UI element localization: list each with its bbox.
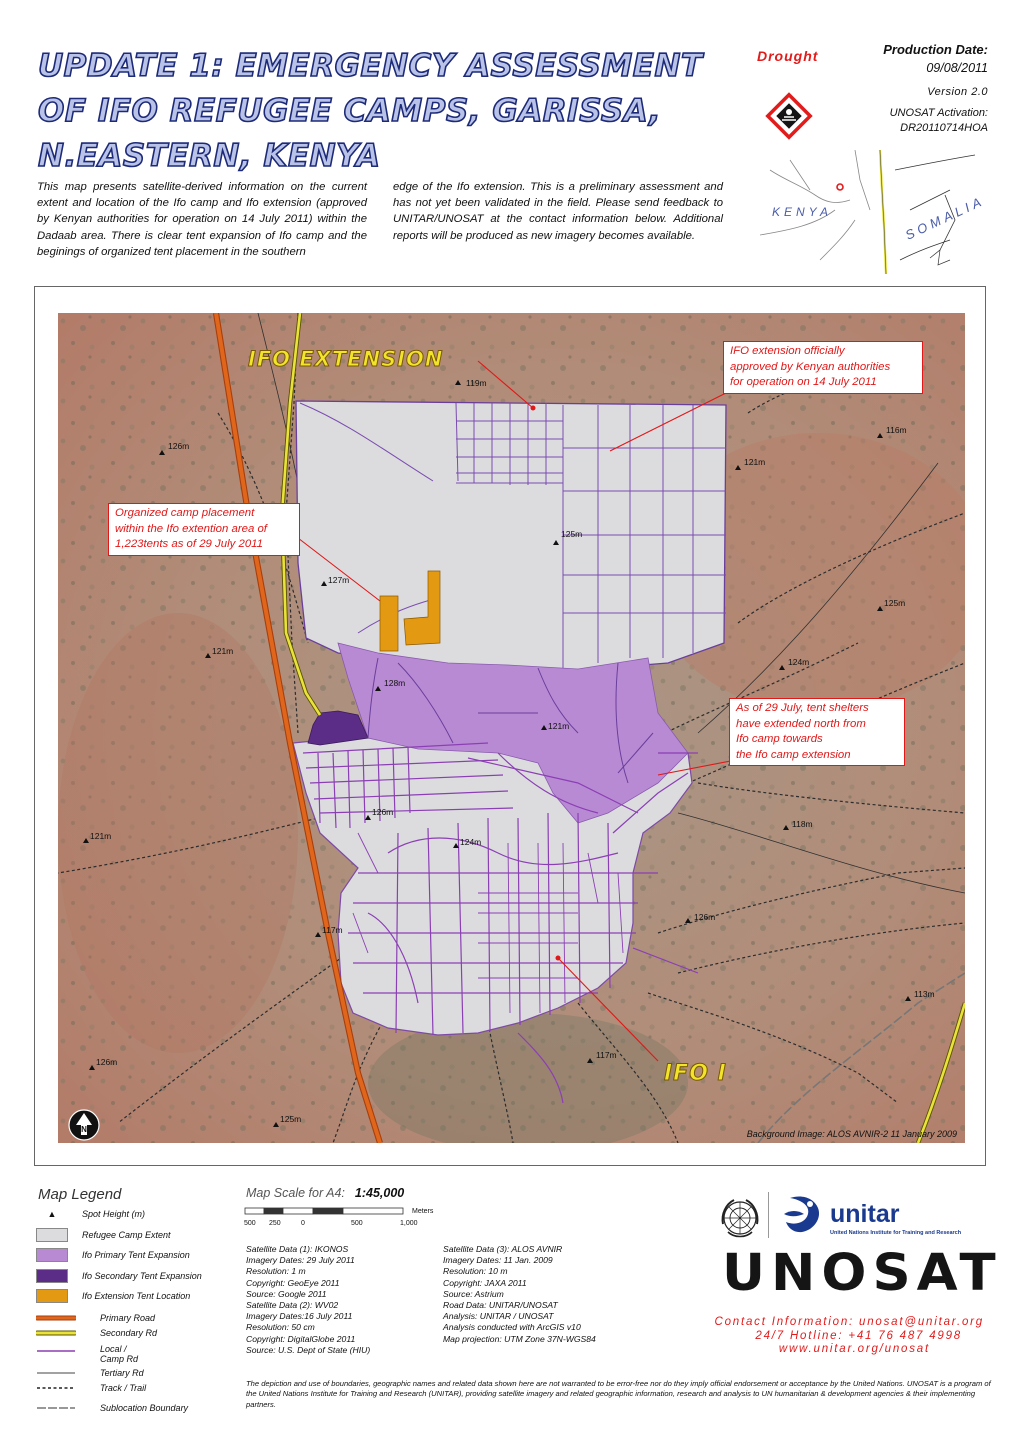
spot-height-label: 127m (328, 575, 350, 585)
ifo-extension-label: IFO EXTENSION (248, 347, 444, 371)
camp-extent-swatch (36, 1228, 68, 1242)
sublocation-boundary-symbol (36, 1403, 76, 1413)
production-date: 09/08/2011 (926, 61, 988, 75)
disclaimer: The depiction and use of boundaries, geographic names and related data shown here are not warranted to be error-free nor do they imply official endorsement or acceptance by the United Nations. UNOSAT is a program of the United Nations Institute for Training and Research (UNITAR), providing satellite imagery and related geographic information, research and analysis to UN humanitarian & development agencies & their implementing partners. (246, 1379, 991, 1409)
map-title (38, 44, 758, 179)
inset-label-somalia: SOMALIA (902, 192, 988, 243)
spot-height-label: 119m (466, 378, 487, 388)
spot-height-label: 126m (694, 912, 716, 922)
scale-unit: Meters (412, 1208, 434, 1215)
unitar-wordmark: unitar (830, 1200, 900, 1228)
title-line-1: UPDATE 1: EMERGENCY ASSESSMENT (38, 48, 703, 84)
spot-height-label: 128m (384, 678, 406, 688)
website-link[interactable]: www.unitar.org/unosat (778, 1343, 930, 1355)
primary-expansion-swatch (36, 1248, 68, 1262)
scale-bar (244, 1206, 444, 1236)
legend-item-secondary-expansion: Ifo Secondary Tent Expansion (36, 1269, 202, 1283)
callout-extension-approved: IFO extension officially approved by Kenyan authorities for operation on 14 July 2011 (723, 341, 923, 394)
map-scale-title: Map Scale for A4: 1:45,000 (246, 1186, 405, 1200)
spot-height-label: 125m (884, 598, 906, 608)
spot-height-label: 116m (886, 425, 907, 435)
spot-height-label: 117m (596, 1050, 617, 1060)
version-label: Version 2.0 (927, 86, 988, 98)
unitar-logo-icon (780, 1192, 826, 1241)
inset-label-kenya: KENYA (772, 205, 833, 219)
scale-tick: 250 (269, 1220, 281, 1227)
title-line-2: OF IFO REFUGEE CAMPS, GARISSA, (38, 93, 662, 129)
spot-height-label: 113m (914, 989, 935, 999)
legend-item-spot-height: ▲ Spot Height (m) (36, 1209, 145, 1219)
ifo-one-label: IFO I (664, 1061, 727, 1086)
spot-height-label: 124m (788, 657, 810, 667)
legend-item-tertiary-road: Tertiary Rd (36, 1368, 144, 1378)
svg-text:N: N (81, 1125, 87, 1134)
spot-height-label: 126m (168, 441, 190, 451)
spot-height-label: 124m (460, 837, 482, 847)
legend-item-primary-expansion: Ifo Primary Tent Expansion (36, 1248, 190, 1262)
title-line-3: N.EASTERN, KENYA (38, 138, 381, 174)
activation-label: UNOSAT Activation: (889, 107, 988, 119)
satellite-info-column-2: Satellite Data (3): ALOS AVNIR Imagery Dates: 11 Jan. 2009 Resolution: 10 m Copyright: JAXA 2011 Source: Astrium Road Data: UNITAR/UNOSAT Analysis: UNITAR / UNOSAT Analysis conducted with ArcGIS v10 Map projection: UTM Zone 37N-WGS84 (443, 1244, 596, 1344)
legend-item-sublocation-boundary: Sublocation Boundary (36, 1403, 188, 1413)
legend-item-primary-road: Primary Road (36, 1313, 155, 1323)
tent-location-swatch (36, 1289, 68, 1303)
inset-locator-map (760, 150, 990, 274)
legend-item-camp-extent: Refugee Camp Extent (36, 1228, 171, 1242)
spot-height-label: 121m (548, 721, 570, 731)
production-date-label: Production Date: (883, 42, 988, 57)
primary-road-symbol (36, 1313, 76, 1323)
spot-height-label: 126m (96, 1057, 118, 1067)
intro-right-column: edge of the Ifo extension. This is a preliminary assessment and has not yet been validated in the field. Please send feedback to UNITAR/UNOSAT at the contact information below. Additional reports will be produced as new imagery becomes available. (393, 181, 723, 242)
logo-divider (768, 1192, 769, 1238)
intro-left-column: This map presents satellite-derived information on the current extent and location of the Ifo camp and Ifo extension (approved by Kenyan authorities for operation on 14 July 2011) within the Dadaab area. There is clear tent expansion of Ifo camp and the beginings of organized tent placement in the southern (37, 181, 367, 258)
scale-tick: 1,000 (400, 1220, 418, 1227)
spot-height-label: 121m (744, 457, 766, 467)
callout-tent-expansion: As of 29 July, tent shelters have extended north from Ifo camp towards the Ifo camp extension (729, 698, 905, 766)
map-canvas[interactable] (58, 313, 965, 1143)
legend-item-secondary-road: Secondary Rd (36, 1328, 157, 1338)
contact-email-link[interactable]: Contact Information: unosat@unitar.org (714, 1316, 984, 1328)
legend-item-track: Track / Trail (36, 1383, 146, 1393)
spot-height-label: 121m (212, 646, 234, 656)
tertiary-road-symbol (36, 1368, 76, 1378)
hazard-type-label: Drought (757, 48, 819, 64)
local-road-symbol (36, 1346, 76, 1356)
spot-height-label: 125m (280, 1114, 302, 1124)
secondary-road-symbol (36, 1328, 76, 1338)
spot-height-label: 126m (372, 807, 394, 817)
legend-item-local-road: Local / Camp Rd (36, 1344, 138, 1364)
spot-height-label: 117m (322, 925, 343, 935)
north-arrow-icon (68, 1109, 100, 1143)
legend-item-tent-location: Ifo Extension Tent Location (36, 1289, 190, 1303)
scale-tick: 500 (351, 1220, 363, 1227)
spot-height-label: 125m (561, 529, 583, 539)
track-symbol (36, 1383, 76, 1393)
un-emblem-icon (718, 1196, 762, 1245)
activation-code: DR20110714HOA (900, 122, 988, 134)
background-image-caption: Background Image: ALOS AVNIR-2 11 January 2009 (746, 1129, 957, 1139)
secondary-expansion-swatch (36, 1269, 68, 1283)
hotline: 24/7 Hotline: +41 76 487 4998 (755, 1330, 962, 1342)
legend-title: Map Legend (38, 1186, 122, 1203)
satellite-info-column-1: Satellite Data (1): IKONOS Imagery Dates: 29 July 2011 Resolution: 1 m Copyright: GeoEye 2011 Source: Google 2011 Satellite Data (2): WV02 Imagery Dates:16 July 2011 Resolution: 50 cm Copyright: DigitalGlobe 2011 Source: U.S. Dept of State (HIU) (246, 1244, 371, 1355)
unitar-subtitle: United Nations Institute for Training and Research (830, 1230, 962, 1236)
scale-tick: 0 (301, 1220, 305, 1227)
spot-height-icon: ▲ (47, 1209, 57, 1219)
callout-organized-placement: Organized camp placement within the Ifo extention area of 1,223tents as of 29 July 2011 (108, 503, 300, 556)
unosat-wordmark: UNOSAT (722, 1244, 1002, 1303)
scale-tick: 500 (244, 1220, 256, 1227)
spot-height-label: 118m (792, 819, 813, 829)
spot-height-label: 121m (90, 831, 112, 841)
drought-hazard-icon (765, 92, 813, 145)
